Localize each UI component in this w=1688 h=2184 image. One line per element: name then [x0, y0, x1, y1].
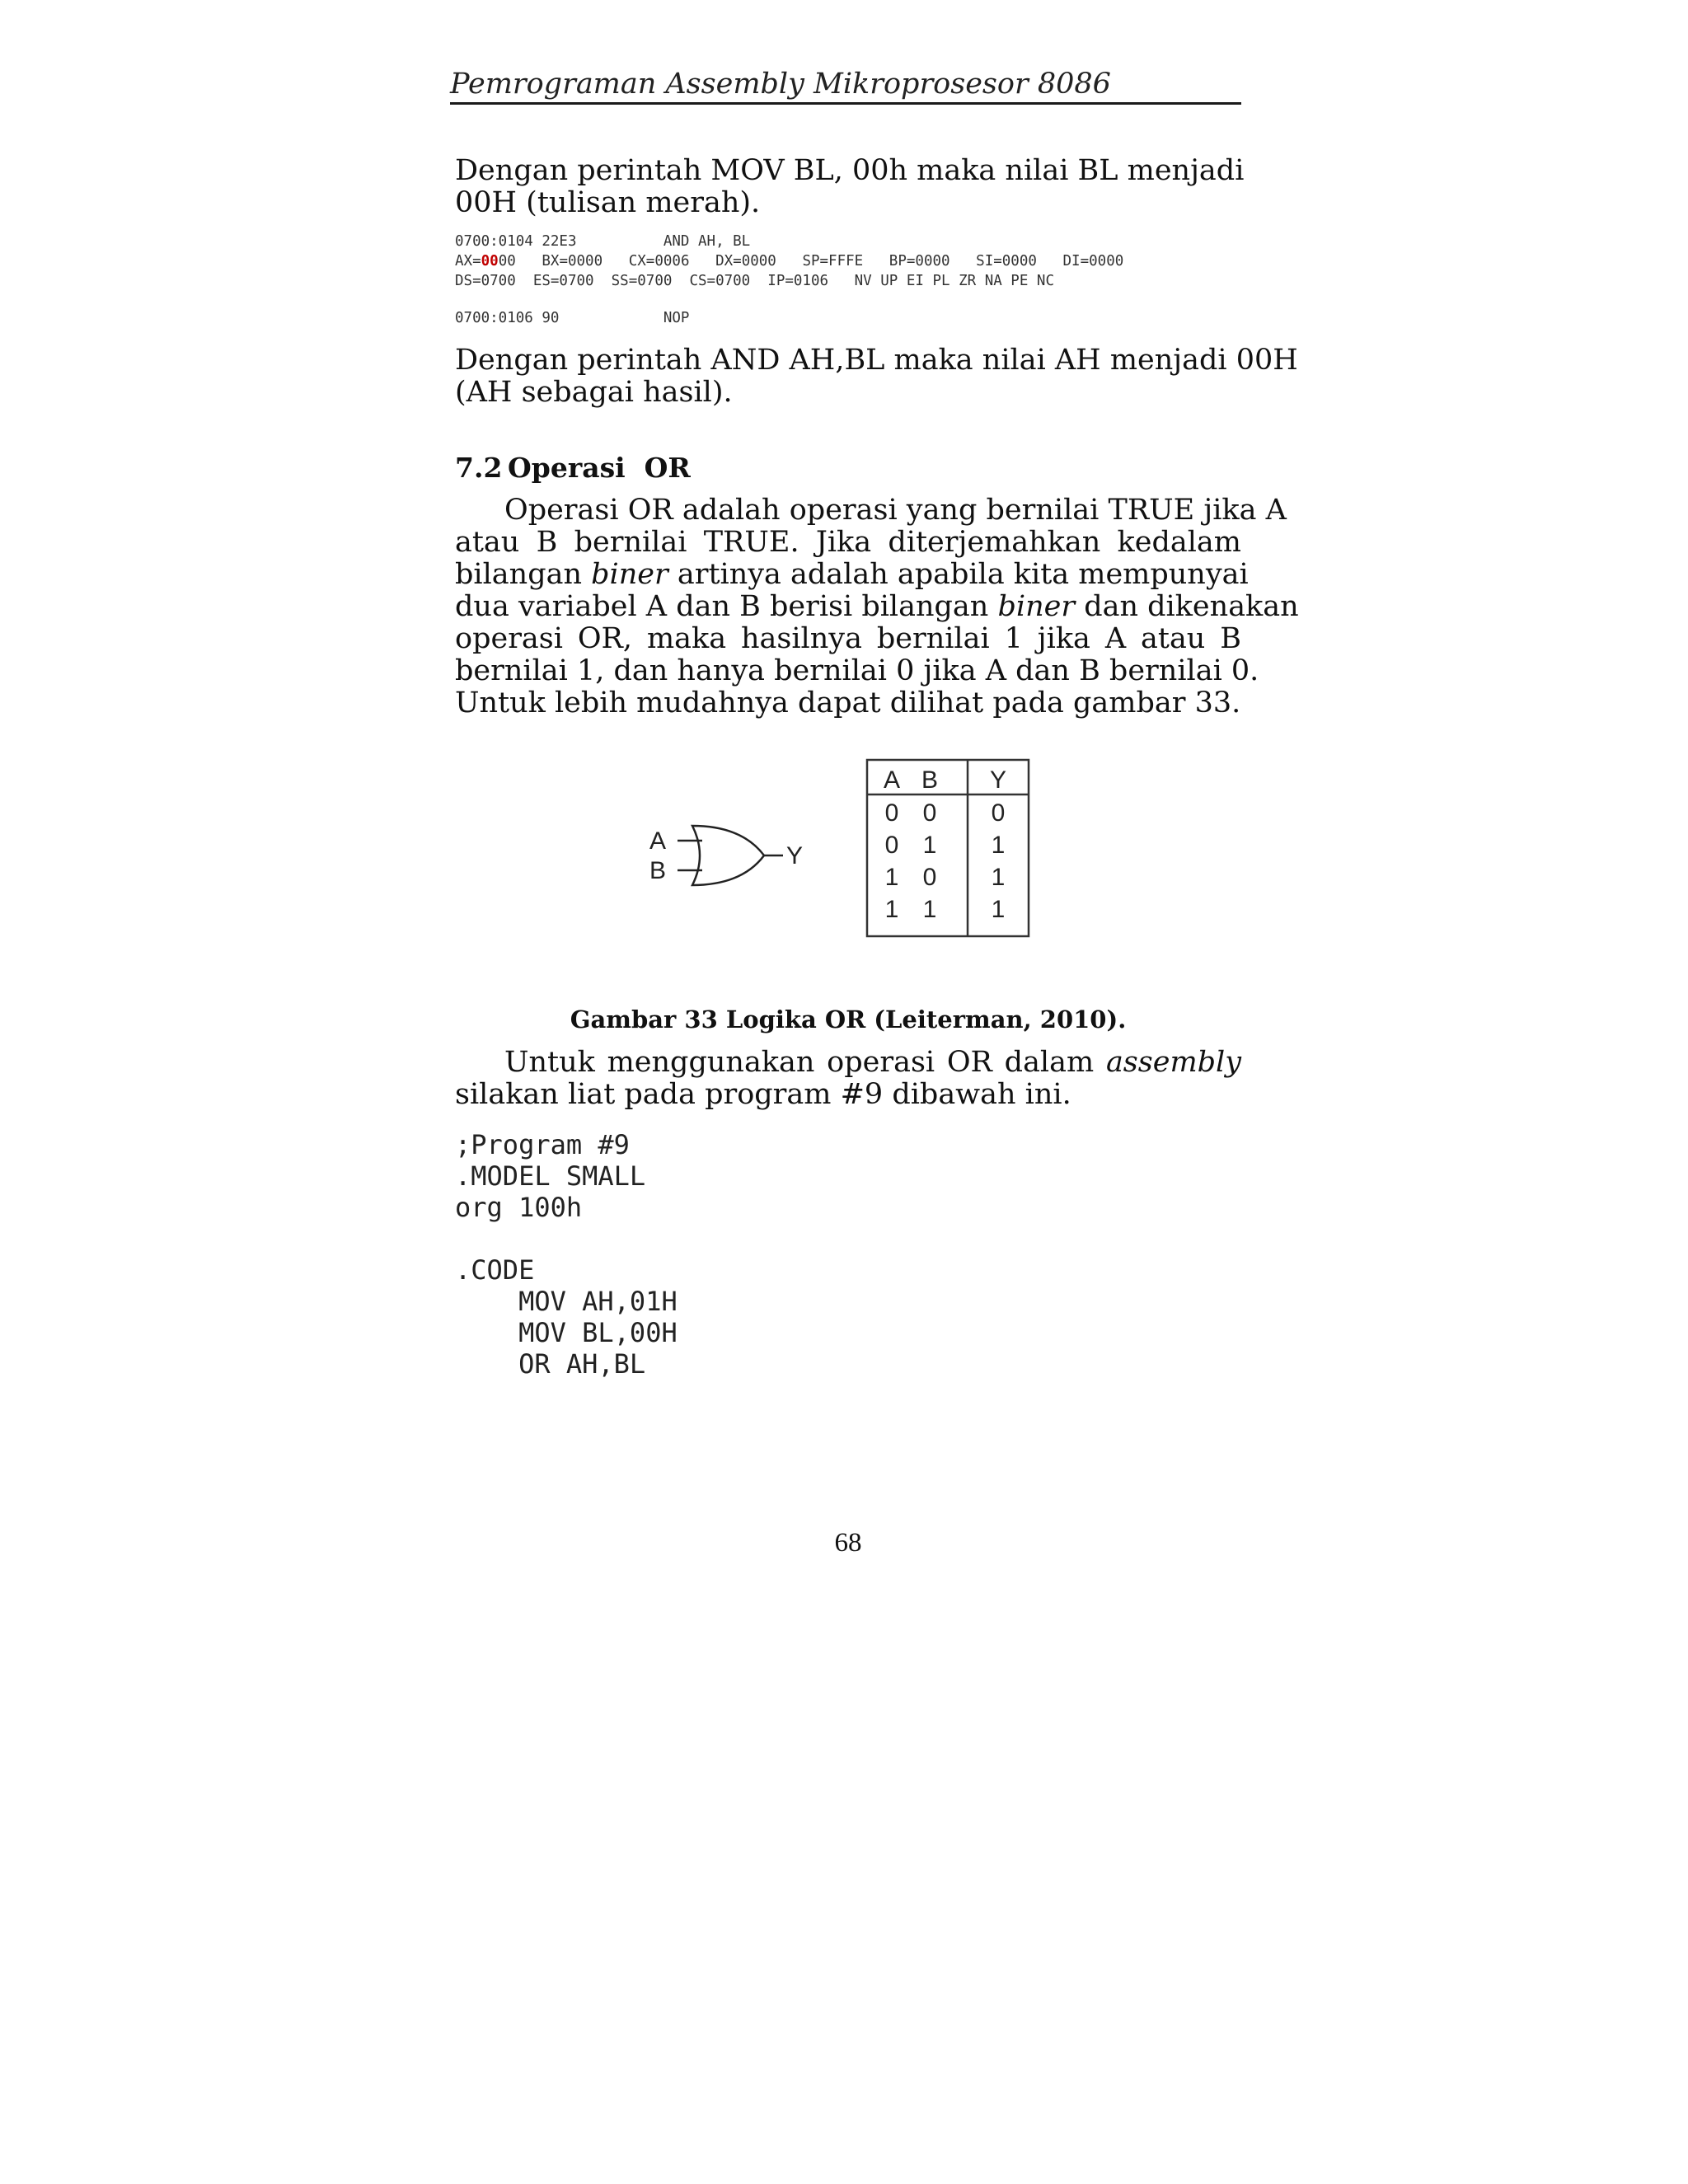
debug-line: DS=0700 ES=0700 SS=0700 CS=0700 IP=0106 NV UP EI PL ZR NA PE NC: [455, 273, 1054, 289]
tt-cell: 1: [991, 832, 1006, 859]
paragraph-and-result: [455, 344, 1298, 409]
debug-register-dump: [455, 232, 1246, 291]
tt-cell: 1: [991, 896, 1006, 923]
code-line: ;Program #9: [455, 1129, 630, 1160]
tt-cell: 1: [922, 896, 937, 923]
tt-header: Y: [989, 766, 1007, 794]
paragraph-or-explanation: [455, 494, 1299, 719]
code-line: MOV AH,01H: [455, 1286, 678, 1317]
section-heading: [455, 452, 691, 485]
program-listing: [455, 1129, 678, 1380]
page-number: 68: [834, 1528, 862, 1558]
debug-line: 0700:0104 22E3 AND AH, BL: [455, 233, 751, 250]
tt-cell: 1: [884, 896, 899, 923]
text-run: bilangan: [455, 558, 592, 591]
italic-term: biner: [997, 590, 1076, 623]
figure-caption: Gambar 33 Logika OR (Leiterman, 2010).: [570, 1005, 1127, 1033]
code-line: OR AH,BL: [455, 1348, 646, 1380]
tt-cell: 0: [991, 799, 1006, 827]
text-run: artinya adalah apabila kita mempunyai: [668, 558, 1249, 591]
code-line: .MODEL SMALL: [455, 1160, 646, 1192]
text-run: dua variabel A dan B berisi bilangan: [455, 590, 998, 623]
tt-cell: 1: [884, 864, 899, 891]
code-line: org 100h: [455, 1192, 583, 1223]
italic-term: assembly: [1105, 1046, 1241, 1079]
tt-cell: 0: [884, 832, 899, 859]
tt-cell: 0: [884, 799, 899, 827]
or-gate-diagram: [643, 758, 1039, 948]
text-run: dan dikenakan: [1075, 590, 1299, 623]
debug-line: [455, 253, 1123, 269]
gate-input-b-label: B: [649, 857, 667, 884]
or-gate-symbol: [678, 826, 783, 885]
truth-table: [867, 760, 1029, 936]
paragraph-program-intro: [455, 1047, 1241, 1111]
or-gate-figure: [643, 758, 1039, 948]
paragraph-line: 00H (tulisan merah).: [455, 186, 761, 219]
paragraph-mov-bl: [455, 154, 1245, 219]
or-gate-body: [692, 826, 764, 885]
paragraph-line: Dengan perintah MOV BL, 00h maka nilai BL menjadi: [455, 154, 1245, 187]
paragraph-line: Dengan perintah AND AH,BL maka nilai AH menjadi 00H: [455, 344, 1298, 377]
section-title: Operasi OR: [508, 452, 691, 484]
code-line: MOV BL,00H: [455, 1317, 678, 1348]
running-header: Pemrograman Assembly Mikroprosesor 8086: [450, 68, 1111, 101]
paragraph-line: (AH sebagai hasil).: [455, 376, 733, 409]
paragraph-line: Untuk lebih mudahnya dapat dilihat pada gambar 33.: [455, 687, 1241, 719]
code-line: .CODE: [455, 1254, 535, 1286]
text-run: Untuk menggunakan operasi OR dalam: [504, 1046, 1106, 1079]
paragraph-line: operasi OR, maka hasilnya bernilai 1 jika A atau B: [455, 622, 1241, 655]
paragraph-line: silakan liat pada program #9 dibawah ini.: [455, 1078, 1071, 1111]
paragraph-line: [455, 1047, 1241, 1079]
debug-ax-label: AX=: [455, 253, 481, 269]
italic-term: biner: [591, 558, 668, 591]
tt-header: A: [883, 766, 901, 794]
tt-cell: 1: [991, 864, 1006, 891]
tt-cell: 0: [922, 864, 937, 891]
paragraph-line: [455, 590, 1299, 623]
paragraph-line: [455, 558, 1249, 591]
paragraph-line: bernilai 1, dan hanya bernilai 0 jika A dan B bernilai 0.: [455, 654, 1259, 687]
debug-next-instruction: [455, 308, 1246, 328]
debug-ax-highlight: 00: [481, 253, 499, 269]
debug-ax-rest: 00 BX=0000 CX=0006 DX=0000 SP=FFFE BP=0000 SI=0000 DI=0000: [498, 253, 1124, 269]
tt-header: B: [921, 766, 939, 794]
tt-cell: 1: [922, 832, 937, 859]
debug-line: 0700:0106 90 NOP: [455, 310, 690, 326]
tt-cell: 0: [922, 799, 937, 827]
header-rule: [450, 102, 1241, 105]
gate-output-label: Y: [786, 842, 804, 869]
section-number: 7.2: [455, 452, 503, 484]
gate-input-a-label: A: [649, 827, 667, 855]
paragraph-line: atau B bernilai TRUE. Jika diterjemahkan kedalam: [455, 526, 1241, 559]
paragraph-line: Operasi OR adalah operasi yang bernilai TRUE jika A: [504, 494, 1287, 527]
